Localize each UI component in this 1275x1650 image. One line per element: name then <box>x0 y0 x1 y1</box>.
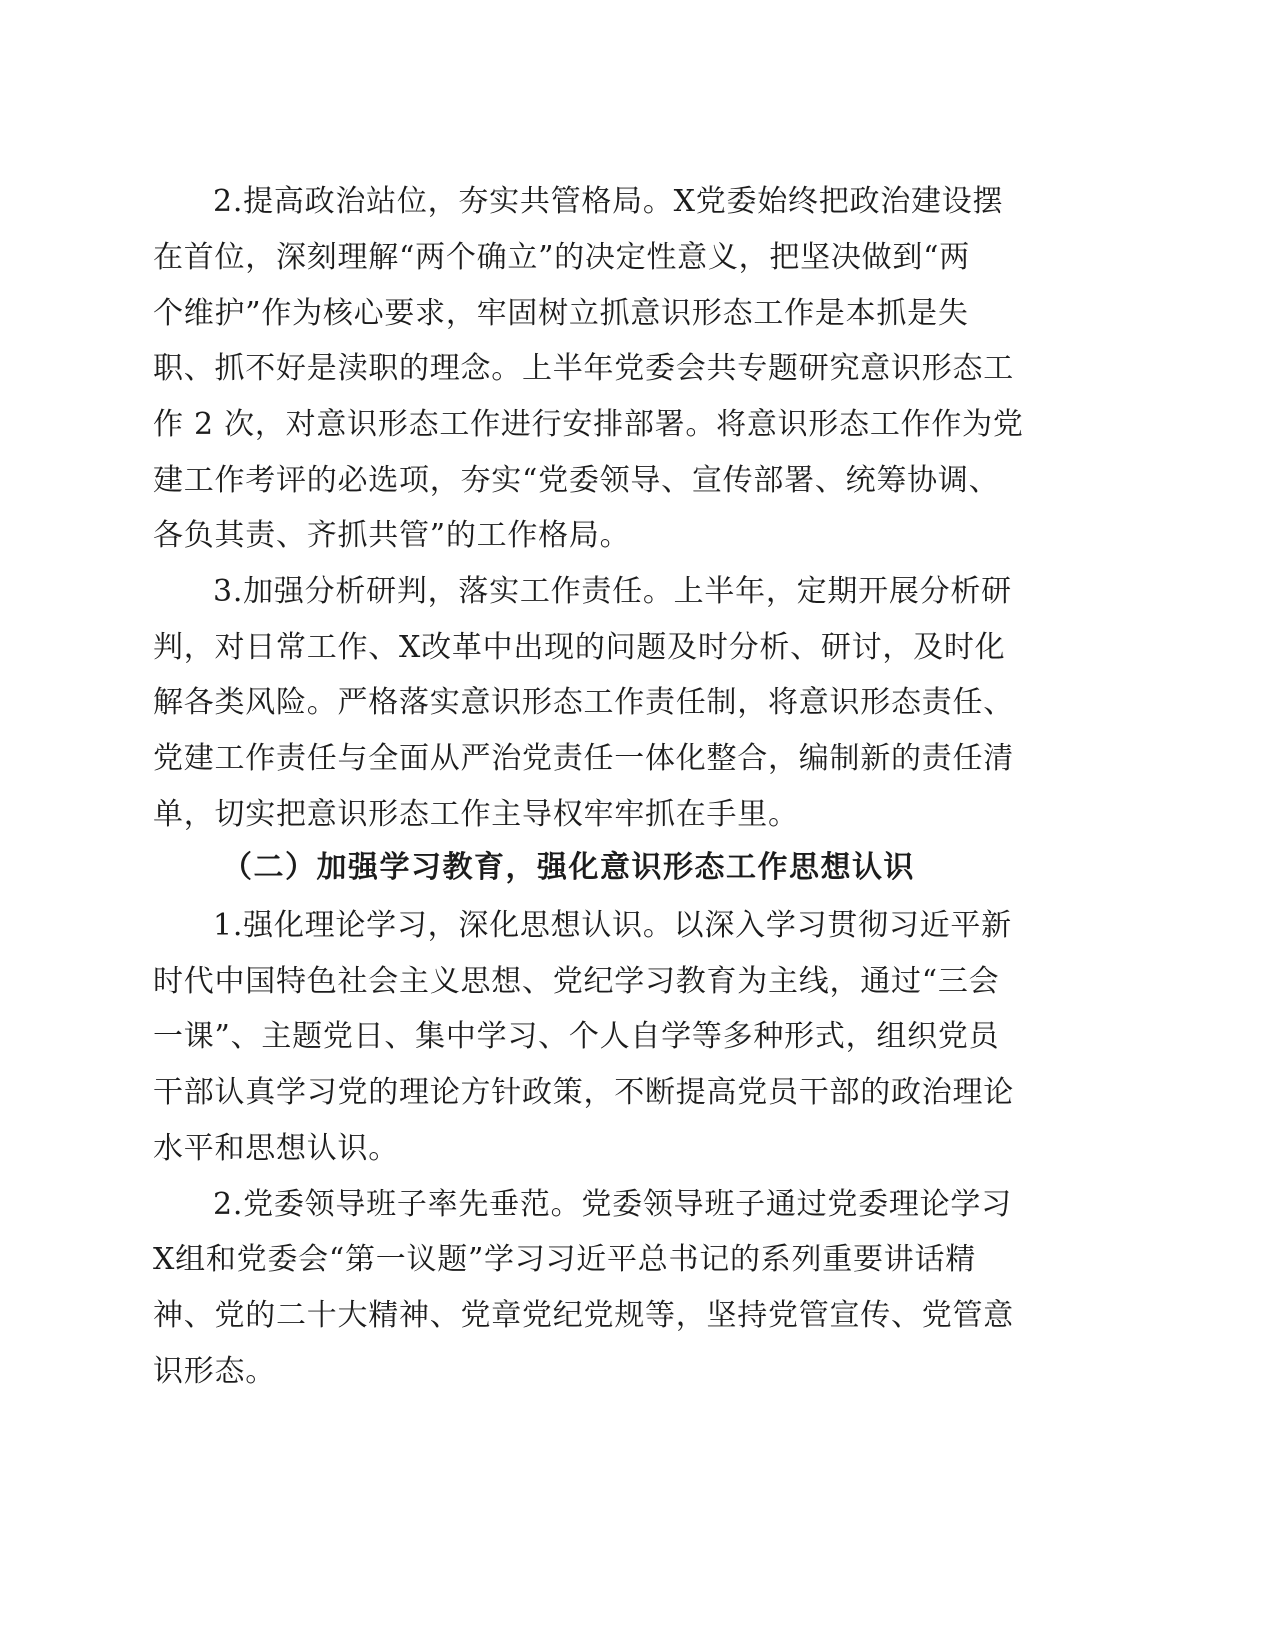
paragraph-2-line-5: 作 2 次，对意识形态工作进行安排部署。将意识形态工作作为党 <box>153 407 1024 442</box>
section-heading: （二）加强学习教育，强化意识形态工作思想认识 <box>222 850 915 885</box>
paragraph-2-line-4: 职、抓不好是渎职的理念。上半年党委会共专题研究意识形态工 <box>153 351 1014 386</box>
paragraph-5-line-4: 识形态。 <box>153 1354 276 1389</box>
paragraph-4-line-4: 干部认真学习党的理论方针政策，不断提高党员干部的政治理论 <box>153 1075 1014 1110</box>
paragraph-3-line-4: 党建工作责任与全面从严治党责任一体化整合，编制新的责任清 <box>153 741 1014 776</box>
paragraph-2-line-1: 2.提高政治站位，夯实共管格局。X党委始终把政治建设摆 <box>213 184 1004 219</box>
paragraph-4-line-2: 时代中国特色社会主义思想、党纪学习教育为主线，通过“三会 <box>153 964 1000 999</box>
paragraph-4-line-1: 1.强化理论学习，深化思想认识。以深入学习贯彻习近平新 <box>213 908 1012 943</box>
paragraph-3-line-2: 判，对日常工作、X改革中出现的问题及时分析、研讨，及时化 <box>153 630 1006 665</box>
paragraph-3-line-3: 解各类风险。严格落实意识形态工作责任制，将意识形态责任、 <box>153 685 1014 720</box>
paragraph-4-line-3: 一课”、主题党日、集中学习、个人自学等多种形式，组织党员 <box>153 1019 1000 1054</box>
paragraph-5-line-3: 神、党的二十大精神、党章党纪党规等，坚持党管宣传、党管意 <box>153 1298 1014 1333</box>
paragraph-5-line-2: X组和党委会“第一议题”学习习近平总书记的系列重要讲话精 <box>153 1242 977 1277</box>
paragraph-3-line-5: 单，切实把意识形态工作主导权牢牢抓在手里。 <box>153 797 799 832</box>
paragraph-2-line-7: 各负其责、齐抓共管”的工作格局。 <box>153 518 631 553</box>
paragraph-2-line-3: 个维护”作为核心要求，牢固树立抓意识形态工作是本抓是失 <box>153 296 969 331</box>
paragraph-4-line-5: 水平和思想认识。 <box>153 1131 399 1166</box>
paragraph-3-line-1: 3.加强分析研判，落实工作责任。上半年，定期开展分析研 <box>213 574 1012 609</box>
paragraph-2-line-6: 建工作考评的必选项，夯实“党委领导、宣传部署、统筹协调、 <box>153 463 1000 498</box>
paragraph-2-line-2: 在首位，深刻理解“两个确立”的决定性意义，把坚决做到“两 <box>153 240 971 275</box>
paragraph-5-line-1: 2.党委领导班子率先垂范。党委领导班子通过党委理论学习 <box>213 1187 1012 1222</box>
